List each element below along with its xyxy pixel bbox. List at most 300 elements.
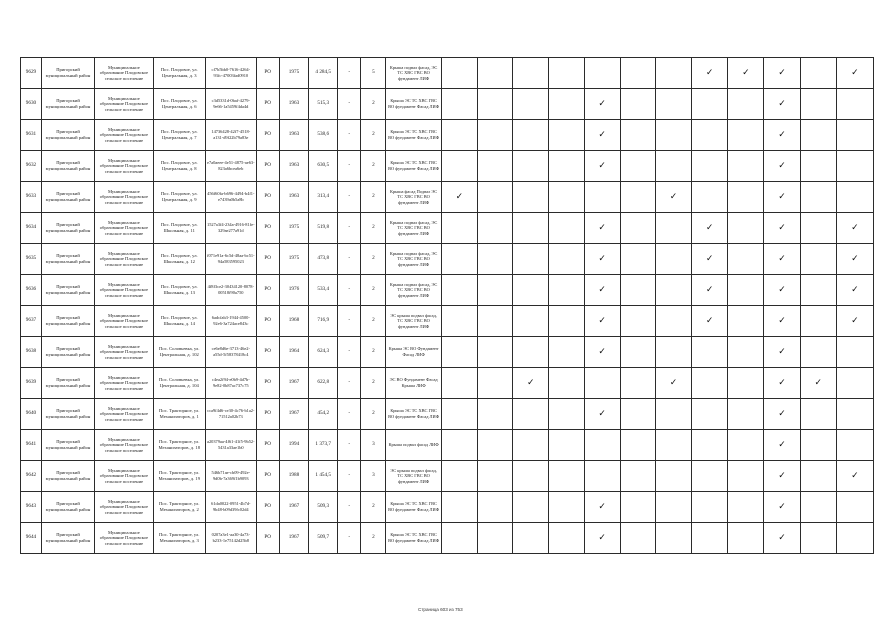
checkmark-icon: ✓ xyxy=(705,222,714,233)
area-cell: 515,3 xyxy=(309,89,338,120)
check-cell xyxy=(655,120,691,151)
check-cell xyxy=(477,368,512,399)
guid-cell: 61da0022-0951-4b7d-9b48-b09d39fc02d4 xyxy=(205,492,256,523)
check-cell xyxy=(584,523,620,554)
check-cell xyxy=(655,368,691,399)
works-cell: ЭС ВО Фундамент Фасад Крыша ЛИФ xyxy=(386,368,441,399)
settlement-cell: Муниципальное образование Плодовское сельское поселение xyxy=(95,492,153,523)
floors-cell: 2 xyxy=(361,151,386,182)
check-cell xyxy=(800,368,836,399)
check-cell xyxy=(620,120,655,151)
check-cell xyxy=(549,89,584,120)
district-cell: Пригорский муниципальный район xyxy=(41,523,94,554)
settlement-cell: Муниципальное образование Плодовское сельское поселение xyxy=(95,120,153,151)
check-cell xyxy=(728,492,764,523)
check-cell xyxy=(477,492,512,523)
check-cell xyxy=(477,399,512,430)
check-cell xyxy=(477,337,512,368)
table-row xyxy=(21,492,874,523)
district-cell: Пригорский муниципальный район xyxy=(41,306,94,337)
district-cell: Пригорский муниципальный район xyxy=(41,399,94,430)
check-cell xyxy=(549,58,584,89)
row-number: 9637 xyxy=(21,306,42,337)
check-cell xyxy=(620,182,655,213)
check-cell xyxy=(764,306,800,337)
type-cell: РО xyxy=(256,213,279,244)
address-cell: Пос. Соловьевка, ул. Центральная, д. 102 xyxy=(153,337,205,368)
check-cell xyxy=(584,58,620,89)
dash-cell: - xyxy=(338,399,361,430)
check-cell xyxy=(655,337,691,368)
guid-cell: cf7b5bb0-7616-4264-93fc-47003fad0910 xyxy=(205,58,256,89)
dash-cell: - xyxy=(338,58,361,89)
table-row xyxy=(21,151,874,182)
check-cell xyxy=(441,120,477,151)
floors-cell: 2 xyxy=(361,244,386,275)
dash-cell: - xyxy=(338,120,361,151)
check-cell xyxy=(800,430,836,461)
settlement-cell: Муниципальное образование Плодовское сельское поселение xyxy=(95,213,153,244)
check-cell xyxy=(584,213,620,244)
check-cell xyxy=(549,368,584,399)
check-cell xyxy=(728,89,764,120)
check-cell xyxy=(655,461,691,492)
check-cell xyxy=(441,430,477,461)
check-cell xyxy=(584,399,620,430)
check-cell xyxy=(620,151,655,182)
check-cell xyxy=(764,182,800,213)
check-cell xyxy=(764,430,800,461)
check-cell xyxy=(692,89,728,120)
guid-cell: 546b71ae-cb09-492e-9d0b-7a369f1b9093 xyxy=(205,461,256,492)
table-row xyxy=(21,244,874,275)
dash-cell: - xyxy=(338,337,361,368)
check-cell xyxy=(764,58,800,89)
check-cell xyxy=(800,89,836,120)
check-cell xyxy=(584,182,620,213)
check-cell xyxy=(655,306,691,337)
checkmark-icon: ✓ xyxy=(778,98,786,109)
check-cell xyxy=(692,244,728,275)
check-cell xyxy=(836,213,873,244)
check-cell xyxy=(800,120,836,151)
check-cell xyxy=(584,120,620,151)
checkmark-icon: ✓ xyxy=(527,377,535,388)
check-cell xyxy=(836,151,873,182)
check-cell xyxy=(620,275,655,306)
check-cell xyxy=(584,151,620,182)
check-cell xyxy=(800,58,836,89)
settlement-cell: Муниципальное образование Плодовское сельское поселение xyxy=(95,182,153,213)
area-cell: 313,4 xyxy=(309,182,338,213)
floors-cell: 2 xyxy=(361,492,386,523)
check-cell xyxy=(836,461,873,492)
guid-cell: 4f8f3ce2-30434120-8078-00518f90a750 xyxy=(205,275,256,306)
check-cell xyxy=(620,368,655,399)
table-row xyxy=(21,368,874,399)
check-cell xyxy=(584,368,620,399)
check-cell xyxy=(692,58,728,89)
checkmark-icon: ✓ xyxy=(598,284,606,295)
type-cell: РО xyxy=(256,58,279,89)
year-cell: 1967 xyxy=(279,368,309,399)
row-number: 9638 xyxy=(21,337,42,368)
settlement-cell: Муниципальное образование Плодовское сельское поселение xyxy=(95,523,153,554)
checkmark-icon: ✓ xyxy=(598,129,606,140)
guid-cell: 1527a3f4-234a-4916-81fe-329ae277a91d xyxy=(205,213,256,244)
table-row xyxy=(21,399,874,430)
checkmark-icon: ✓ xyxy=(705,67,714,78)
check-cell xyxy=(477,120,512,151)
check-cell xyxy=(549,492,584,523)
settlement-cell: Муниципальное образование Плодовское сельское поселение xyxy=(95,275,153,306)
check-cell xyxy=(728,337,764,368)
works-cell: Крыша подвал фасад, ЭС ТС ХВС ГВС ВО фундамент ЛИФ xyxy=(386,213,441,244)
address-cell: Пос. Тракторное, ул. Механизаторов, д. 1 xyxy=(153,399,205,430)
dash-cell: - xyxy=(338,244,361,275)
year-cell: 1968 xyxy=(279,306,309,337)
settlement-cell: Муниципальное образование Плодовское сельское поселение xyxy=(95,89,153,120)
table-row xyxy=(21,461,874,492)
type-cell: РО xyxy=(256,244,279,275)
check-cell xyxy=(728,430,764,461)
checkmark-icon: ✓ xyxy=(778,470,786,481)
check-cell xyxy=(692,337,728,368)
table-row xyxy=(21,337,874,368)
check-cell xyxy=(800,306,836,337)
row-number: 9632 xyxy=(21,151,42,182)
check-cell xyxy=(655,213,691,244)
check-cell xyxy=(800,213,836,244)
dash-cell: - xyxy=(338,492,361,523)
check-cell xyxy=(584,461,620,492)
check-cell xyxy=(620,89,655,120)
address-cell: Пос. Тракторное, ул. Механизаторов, д. 19 xyxy=(153,461,205,492)
check-cell xyxy=(441,306,477,337)
checkmark-icon: ✓ xyxy=(778,439,786,450)
check-cell xyxy=(764,213,800,244)
address-cell: Пос. Плодовое, ул. Школьная, д. 11 xyxy=(153,213,205,244)
check-cell xyxy=(513,120,549,151)
guid-cell: c3d5331d-0baf-4279-9e66-1a5459f4da4d xyxy=(205,89,256,120)
dash-cell: - xyxy=(338,182,361,213)
area-cell: 509,3 xyxy=(309,492,338,523)
check-cell xyxy=(477,213,512,244)
check-cell xyxy=(441,492,477,523)
check-cell xyxy=(549,182,584,213)
guid-cell: a20379aa-4f61-41f5-9b52-5431a33ae1b0 xyxy=(205,430,256,461)
address-cell: Пос. Тракторное, ул. Механизаторов, д. 2 xyxy=(153,492,205,523)
area-cell: 473,8 xyxy=(309,244,338,275)
works-cell: Крыша ЭС ТС ХВС ГВС ВО фундамент Фасад ЛИФ xyxy=(386,399,441,430)
check-cell xyxy=(584,492,620,523)
check-cell xyxy=(549,306,584,337)
check-cell xyxy=(477,306,512,337)
district-cell: Пригорский муниципальный район xyxy=(41,244,94,275)
dash-cell: - xyxy=(338,523,361,554)
check-cell xyxy=(800,399,836,430)
checkmark-icon: ✓ xyxy=(742,67,750,78)
district-cell: Пригорский муниципальный район xyxy=(41,182,94,213)
checkmark-icon: ✓ xyxy=(778,67,786,78)
check-cell xyxy=(728,182,764,213)
address-cell: Пос. Плодовое, ул. Центральная, д. 8 xyxy=(153,151,205,182)
checkmark-icon: ✓ xyxy=(705,315,714,326)
year-cell: 1967 xyxy=(279,399,309,430)
table-row xyxy=(21,275,874,306)
check-cell xyxy=(620,244,655,275)
checkmark-icon: ✓ xyxy=(455,191,464,202)
district-cell: Пригорский муниципальный район xyxy=(41,120,94,151)
floors-cell: 3 xyxy=(361,461,386,492)
check-cell xyxy=(513,523,549,554)
check-cell xyxy=(549,523,584,554)
settlement-cell: Муниципальное образование Плодовское сельское поселение xyxy=(95,306,153,337)
works-cell: Крыша ЭС ВО Фундамент Фасад ЛИФ xyxy=(386,337,441,368)
check-cell xyxy=(655,244,691,275)
check-cell xyxy=(549,120,584,151)
settlement-cell: Муниципальное образование Плодовское сельское поселение xyxy=(95,337,153,368)
check-cell xyxy=(513,89,549,120)
check-cell xyxy=(620,306,655,337)
check-cell xyxy=(513,368,549,399)
address-cell: Пос. Тракторное, ул. Механизаторов, д. 18 xyxy=(153,430,205,461)
check-cell xyxy=(692,492,728,523)
checkmark-icon: ✓ xyxy=(851,470,859,481)
district-cell: Пригорский муниципальный район xyxy=(41,275,94,306)
type-cell: РО xyxy=(256,306,279,337)
check-cell xyxy=(441,399,477,430)
check-cell xyxy=(441,244,477,275)
check-cell xyxy=(692,151,728,182)
check-cell xyxy=(477,275,512,306)
checkmark-icon: ✓ xyxy=(778,408,786,419)
checkmark-icon: ✓ xyxy=(778,346,786,357)
year-cell: 1967 xyxy=(279,492,309,523)
check-cell xyxy=(441,275,477,306)
floors-cell: 2 xyxy=(361,120,386,151)
check-cell xyxy=(549,399,584,430)
area-cell: 1 373,7 xyxy=(309,430,338,461)
dash-cell: - xyxy=(338,89,361,120)
check-cell xyxy=(800,523,836,554)
type-cell: РО xyxy=(256,151,279,182)
check-cell xyxy=(836,244,873,275)
table-row xyxy=(21,120,874,151)
check-cell xyxy=(513,275,549,306)
check-cell xyxy=(441,461,477,492)
district-cell: Пригорский муниципальный район xyxy=(41,337,94,368)
check-cell xyxy=(620,492,655,523)
table-row xyxy=(21,213,874,244)
area-cell: 4 284,5 xyxy=(309,58,338,89)
address-cell: Пос. Плодовое, ул. Школьная, д. 13 xyxy=(153,275,205,306)
check-cell xyxy=(800,492,836,523)
type-cell: РО xyxy=(256,182,279,213)
check-cell xyxy=(513,430,549,461)
table-row xyxy=(21,523,874,554)
year-cell: 1964 xyxy=(279,337,309,368)
check-cell xyxy=(549,244,584,275)
district-cell: Пригорский муниципальный район xyxy=(41,430,94,461)
table-row xyxy=(21,430,874,461)
area-cell: 1 454,5 xyxy=(309,461,338,492)
row-number: 9636 xyxy=(21,275,42,306)
row-number: 9643 xyxy=(21,492,42,523)
type-cell: РО xyxy=(256,430,279,461)
row-number: 9633 xyxy=(21,182,42,213)
checkmark-icon: ✓ xyxy=(598,315,606,326)
check-cell xyxy=(584,89,620,120)
floors-cell: 2 xyxy=(361,368,386,399)
check-cell xyxy=(584,306,620,337)
year-cell: 1988 xyxy=(279,461,309,492)
district-cell: Пригорский муниципальный район xyxy=(41,89,94,120)
checkmark-icon: ✓ xyxy=(851,222,859,233)
check-cell xyxy=(549,213,584,244)
settlement-cell: Муниципальное образование Плодовское сельское поселение xyxy=(95,58,153,89)
check-cell xyxy=(692,213,728,244)
dash-cell: - xyxy=(338,213,361,244)
address-cell: Пос. Плодовое, ул. Центральная, д. 3 xyxy=(153,58,205,89)
checkmark-icon: ✓ xyxy=(705,253,714,264)
row-number: 9644 xyxy=(21,523,42,554)
address-cell: Пос. Плодовое, ул. Центральная, д. 7 xyxy=(153,120,205,151)
check-cell xyxy=(584,337,620,368)
checkmark-icon: ✓ xyxy=(778,501,786,512)
address-cell: Пос. Плодовое, ул. Центральная, д. 6 xyxy=(153,89,205,120)
settlement-cell: Муниципальное образование Плодовское сельское поселение xyxy=(95,151,153,182)
check-cell xyxy=(692,182,728,213)
checkmark-icon: ✓ xyxy=(598,346,606,357)
checkmark-icon: ✓ xyxy=(778,377,786,388)
dash-cell: - xyxy=(338,306,361,337)
row-number: 9635 xyxy=(21,244,42,275)
dash-cell: - xyxy=(338,151,361,182)
check-cell xyxy=(836,337,873,368)
check-cell xyxy=(620,523,655,554)
check-cell xyxy=(513,399,549,430)
row-number: 9631 xyxy=(21,120,42,151)
check-cell xyxy=(441,58,477,89)
check-cell xyxy=(655,430,691,461)
check-cell xyxy=(584,244,620,275)
check-cell xyxy=(728,244,764,275)
check-cell xyxy=(441,523,477,554)
check-cell xyxy=(728,120,764,151)
check-cell xyxy=(836,182,873,213)
check-cell xyxy=(692,306,728,337)
check-cell xyxy=(477,523,512,554)
check-cell xyxy=(764,120,800,151)
type-cell: РО xyxy=(256,492,279,523)
check-cell xyxy=(692,368,728,399)
check-cell xyxy=(764,492,800,523)
settlement-cell: Муниципальное образование Плодовское сельское поселение xyxy=(95,430,153,461)
checkmark-icon: ✓ xyxy=(851,315,859,326)
checkmark-icon: ✓ xyxy=(778,160,786,171)
type-cell: РО xyxy=(256,399,279,430)
check-cell xyxy=(728,151,764,182)
year-cell: 1963 xyxy=(279,120,309,151)
checkmark-icon: ✓ xyxy=(778,191,786,202)
district-cell: Пригорский муниципальный район xyxy=(41,213,94,244)
type-cell: РО xyxy=(256,461,279,492)
row-number: 9629 xyxy=(21,58,42,89)
address-cell: Пос. Плодовое, ул. Школьная, д. 12 xyxy=(153,244,205,275)
check-cell xyxy=(836,368,873,399)
year-cell: 1963 xyxy=(279,182,309,213)
check-cell xyxy=(620,58,655,89)
guid-cell: 6adcfab3-1944-4500-92e6-3a724ace843c xyxy=(205,306,256,337)
check-cell xyxy=(800,275,836,306)
check-cell xyxy=(477,461,512,492)
guid-cell: cca9f4d6-ce30-4c76-b1a2-71512a02b73 xyxy=(205,399,256,430)
check-cell xyxy=(513,492,549,523)
check-cell xyxy=(692,120,728,151)
checkmark-icon: ✓ xyxy=(814,377,822,388)
check-cell xyxy=(655,399,691,430)
check-cell xyxy=(441,182,477,213)
check-cell xyxy=(728,306,764,337)
year-cell: 1975 xyxy=(279,244,309,275)
check-cell xyxy=(800,337,836,368)
check-cell xyxy=(728,58,764,89)
check-cell xyxy=(655,151,691,182)
year-cell: 1963 xyxy=(279,151,309,182)
works-cell: Крыша подвал фасад ЛИФ xyxy=(386,430,441,461)
check-cell xyxy=(836,275,873,306)
area-cell: 538,6 xyxy=(309,120,338,151)
works-cell: Крыша подвал фасад, ЭС ТС ХВС ГВС ВО фундамент ЛИФ xyxy=(386,275,441,306)
checkmark-icon: ✓ xyxy=(598,98,606,109)
checkmark-icon: ✓ xyxy=(778,532,786,543)
check-cell xyxy=(441,213,477,244)
table-row xyxy=(21,306,874,337)
check-cell xyxy=(620,461,655,492)
check-cell xyxy=(513,244,549,275)
checkmark-icon: ✓ xyxy=(598,501,606,512)
check-cell xyxy=(513,461,549,492)
district-cell: Пригорский муниципальный район xyxy=(41,58,94,89)
checkmark-icon: ✓ xyxy=(778,129,786,140)
check-cell xyxy=(513,306,549,337)
check-cell xyxy=(728,275,764,306)
check-cell xyxy=(728,461,764,492)
check-cell xyxy=(655,492,691,523)
check-cell xyxy=(692,523,728,554)
check-cell xyxy=(549,151,584,182)
type-cell: РО xyxy=(256,368,279,399)
check-cell xyxy=(513,337,549,368)
floors-cell: 2 xyxy=(361,213,386,244)
check-cell xyxy=(620,213,655,244)
check-cell xyxy=(655,523,691,554)
row-number: 9630 xyxy=(21,89,42,120)
check-cell xyxy=(620,337,655,368)
check-cell xyxy=(477,151,512,182)
check-cell xyxy=(477,182,512,213)
year-cell: 1975 xyxy=(279,213,309,244)
floors-cell: 2 xyxy=(361,89,386,120)
row-number: 9639 xyxy=(21,368,42,399)
check-cell xyxy=(836,306,873,337)
checkmark-icon: ✓ xyxy=(778,315,786,326)
floors-cell: 2 xyxy=(361,523,386,554)
area-cell: 716,9 xyxy=(309,306,338,337)
address-cell: Пос. Плодовое, ул. Школьная, д. 14 xyxy=(153,306,205,337)
year-cell: 1994 xyxy=(279,430,309,461)
